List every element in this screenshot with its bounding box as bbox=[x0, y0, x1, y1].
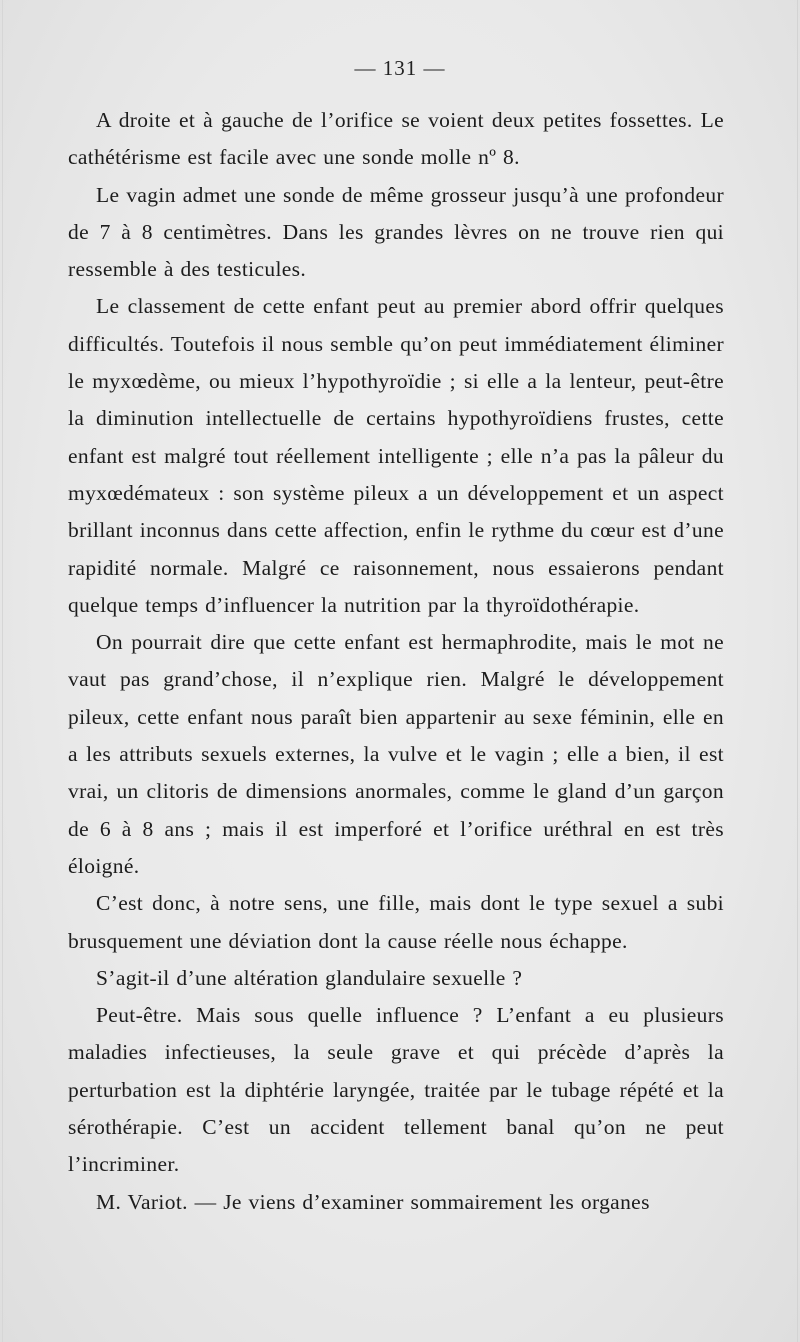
paragraph: A droite et à gauche de l’orifice se voient deux petites fossettes. Le cathétérisme est facile avec une sonde molle nº 8. bbox=[68, 108, 724, 170]
paragraph: Le classement de cette enfant peut au premier abord offrir quelques difficultés. Toutefois il nous semble qu’on peut immédiatement éliminer le myxœdème, ou mieux l’hypothyroïdie ; si elle a la lenteur, peut-être la diminution intellectuelle de certains hypothyroïdiens frustes, cette enfant est malgré tout réellement intelligente ; elle n’a pas la pâleur du myxœdémateux : son système pileux a un développement et un aspect brillant inconnus dans cette affection, enfin le rythme du cœur est d’une rapidité normale. Malgré ce raisonnement, nous essaierons pendant quelque temps d’influencer la nutrition par la thyroïdothérapie. bbox=[68, 294, 724, 617]
paragraph: Le vagin admet une sonde de même grosseur jusqu’à une profondeur de 7 à 8 centimètres. Dans les grandes lèvres on ne trouve rien qui ressemble à des testicules. bbox=[68, 182, 724, 282]
paragraph: Peut-être. Mais sous quelle influence ? L’enfant a eu plusieurs maladies infectieuses, la seule grave et qui précède d’après la perturbation est la diphtérie laryngée, traitée par le tubage répété et la sérothérapie. C’est un accident tellement banal qu’on ne peut l’incriminer. bbox=[68, 1003, 724, 1177]
paragraph: S’agit-il d’une altération glandulaire sexuelle ? bbox=[96, 965, 523, 990]
body-text bbox=[68, 102, 724, 1221]
left-edge-shadow bbox=[2, 0, 3, 1342]
page-number: — 131 — bbox=[354, 56, 446, 80]
paragraph: M. Variot. — Je viens d’examiner sommairement les organes bbox=[96, 1189, 650, 1214]
paragraph: C’est donc, à notre sens, une fille, mais dont le type sexuel a subi brusquement une déviation dont la cause réelle nous échappe. bbox=[68, 891, 724, 953]
paragraph: On pourrait dire que cette enfant est hermaphrodite, mais le mot ne vaut pas grand’chose, il n’explique rien. Malgré le développement pileux, cette enfant nous paraît bien appartenir au sexe féminin, elle en a les attributs sexuels externes, la vulve et le vagin ; elle a bien, il est vrai, un clitoris de dimensions anormales, comme le gland d’un garçon de 6 à 8 ans ; mais il est imperforé et l’orifice uréthral en est très éloigné. bbox=[68, 630, 724, 878]
right-edge-shadow bbox=[797, 0, 798, 1342]
